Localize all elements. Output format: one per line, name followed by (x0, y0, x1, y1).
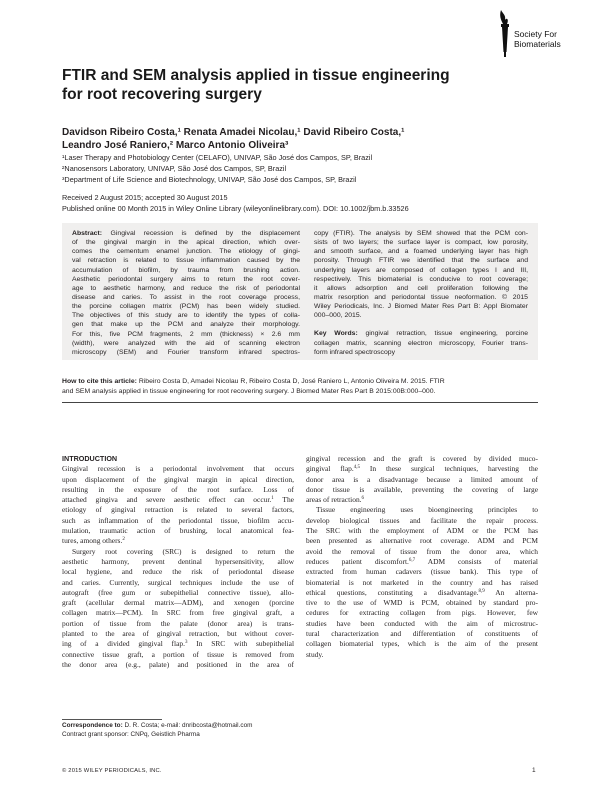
body-text: areas of retraction. (306, 495, 362, 505)
body-line (62, 536, 294, 546)
keywords-line: collagen matrix, scanning electron microscopy, Fourier trans- (314, 339, 528, 347)
received-accepted-date: Received 2 August 2015; accepted 30 August 2015 (62, 193, 228, 202)
grant-sponsor: Contract grant sponsor: CNPq, Geistlich Pharma (62, 730, 200, 738)
correspondence-text: D. R. Costa; e-mail: dnribcosta@hotmail.com (124, 722, 253, 729)
body-line: avoid the removal of tissue from the donor area, which (306, 546, 538, 556)
keywords-label: Key Words: (314, 330, 358, 338)
body-text: gingival flap. (306, 464, 354, 474)
cite-line-2: and SEM analysis applied in tissue engineering for root recovering surgery. J Biomed Mater Res Part B 2015:00B:000–000. (62, 387, 436, 395)
abstract-line: and smooth surface, and a foamed underlying layer has high (314, 248, 528, 256)
affiliation-2: ²Nanosensors Laboratory, UNIVAP, São José dos Campos, SP, Brazil (62, 164, 287, 173)
citation-ref: 2 (122, 537, 125, 543)
affiliation-3: ³Department of Life Science and Biotechnology, UNIVAP, São José dos Campos, SP, Brazil (62, 175, 357, 184)
body-line (306, 464, 538, 474)
body-line: connective tissue graft, a portion of tissue is removed from (62, 649, 294, 659)
body-line: been presented as alternative root coverage. ADM and PCM (306, 536, 538, 546)
body-text: In SRC with subepithelial (196, 639, 294, 649)
body-line: tural characterization and differentiation of constituents of (306, 629, 538, 639)
abstract-right-column (314, 229, 528, 357)
section-heading-introduction: INTRODUCTION (62, 454, 118, 463)
body-line: tive to the use of WMD is PCM, obtained by standard pro- (306, 598, 538, 608)
body-line (62, 639, 294, 649)
body-line: aesthetic harmony, prevent dentinal hypersensitivity, allow (62, 556, 294, 566)
keywords-text: gingival retraction, tissue engineering, porcine (365, 330, 528, 338)
abstract-line: accumulation of biofilm, by trauma from brushing action. (72, 266, 300, 274)
citation-ref: 8,9 (478, 588, 485, 594)
body-text: ADM consists of material (427, 556, 538, 566)
body-line: and caries. Currently, surgical techniques include the use of (62, 577, 294, 587)
cite-line-1: Ribeiro Costa D, Amadei Nicolau R, Ribeiro Costa D, José Raniero L, Antonio Oliveira M. 2015. FTIR (138, 378, 445, 385)
body-line (306, 495, 538, 505)
body-line: the donor area (e.g., palate) and positioned in the area of (62, 659, 294, 669)
body-line: The SRC with the employment of ADM or the PCM has (306, 526, 538, 536)
body-text: In these surgical techniques, harvesting the (369, 464, 538, 474)
abstract-line: copy (FTIR). The analysis by SEM showed that the PCM con- (314, 230, 528, 237)
page-number: 1 (532, 767, 536, 774)
body-text: tures, among others. (62, 536, 123, 546)
body-line (62, 475, 294, 485)
how-to-cite (62, 377, 538, 396)
body-line: study. (306, 649, 324, 659)
footnotes (62, 722, 252, 740)
published-online-doi: Published online 00 Month 2015 in Wiley Online Library (wileyonlinelibrary.com). DOI: 10.1002/jbm.b.33526 (62, 203, 409, 213)
abstract-line: microscopy (SEM) and Fourier transform infrared spectros- (72, 348, 300, 356)
abstract-line: age to aesthetic harmony, and reduce the risk of periodontal (72, 284, 300, 292)
torch-icon (494, 8, 516, 58)
citation-ref: 6 (361, 496, 365, 502)
citation-ref: 3 (184, 640, 188, 646)
body-text: attached gingiva and severe aesthetic effect can occur. (62, 495, 272, 505)
body-text: reduces patient discomfort. (306, 556, 409, 566)
abstract-left-column (72, 229, 300, 357)
body-text: Gingival recession is a periodontal involvement that occurs (62, 464, 294, 474)
logo-line-2: Biomaterials (514, 38, 561, 49)
abstract-line: comes the cementum enamel junction. The etiology of gingi- (72, 248, 300, 256)
correspondence-label: Correspondence to: (62, 722, 123, 729)
body-line: extracted from human cadavers (tissue bank). This type of (306, 567, 538, 577)
abstract-line: the porcine collagen matrix (PCM) has been widely studied. (72, 303, 300, 311)
abstract-label: Abstract: (72, 230, 103, 237)
body-line: donor area is a disadvantage because a limited amount of (306, 474, 538, 484)
body-text: ing of a divided gingival flap. (62, 639, 185, 649)
abstract-line: matrix resorption and periodontal tissue neoformation. © 2015 (314, 293, 528, 301)
body-text: resulting in the exposure of the root surface. Loss of (62, 484, 294, 494)
abstract-line (72, 229, 300, 238)
abstract-line: val retraction is related to tissue inflammation caused by the (72, 257, 300, 265)
authors-line-1: Davidson Ribeiro Costa,¹ Renata Amadei Nicolau,¹ David Ribeiro Costa,¹ (62, 127, 405, 138)
body-line: local hygiene, and reduce the risk of periodontal disease (62, 567, 294, 577)
body-line: Tissue engineering uses bioengineering principles to (316, 505, 538, 515)
article-title (62, 66, 502, 104)
logo-text (514, 30, 561, 49)
body-line: studies have been conducted with the aim of microstruc- (306, 618, 538, 628)
abstract-line: gen that make up the PCM and analyze their morphology. (72, 321, 300, 329)
body-line: graft (acellular dermal matrix—ADM), and xenogen (porcine (62, 598, 294, 608)
authors-line-2: Leandro José Raniero,² Marco Antonio Oliveira³ (62, 140, 289, 151)
body-line (62, 495, 294, 505)
logo-line-1: Society For (514, 29, 557, 39)
keywords-line: form infrared spectroscopy (314, 348, 396, 356)
body-line (62, 464, 294, 474)
body-text: ethical questions, constituting a disadvantage. (306, 587, 479, 597)
footnote-divider (62, 719, 162, 720)
title-line-2: for root recovering surgery (62, 86, 262, 103)
body-line (62, 485, 294, 495)
body-line: portion of tissue from the palate (donor area) is trans- (62, 618, 294, 628)
abstract-line: Aesthetic periodontal surgery aims to return the root cover- (72, 275, 300, 283)
body-line (306, 588, 538, 598)
abstract-box (62, 223, 538, 360)
copyright-notice: © 2015 WILEY PERIODICALS, INC. (62, 768, 162, 774)
body-line (306, 557, 538, 567)
body-line: such as inflammation of the periodontal tissue, biofilm accu- (62, 515, 294, 525)
publication-dates (62, 193, 409, 214)
abstract-line: underlying layers are composed of collagen types I and III, (314, 266, 528, 274)
abstract-line: it allows adsorption and cell proliferation following the (314, 284, 528, 292)
body-line: donor tissue is available, preventing the covering of large (306, 484, 538, 494)
body-line: etiology of gingival retraction is related to several factors, (62, 505, 294, 515)
abstract-line: sists of two layers; the surface layer is compact, low porosity, (314, 239, 528, 247)
body-text: The (282, 495, 294, 505)
author-list (62, 126, 542, 152)
abstract-line: porosity. Through FTIR we identified that the surface and (314, 257, 528, 265)
cite-label: How to cite this article: (62, 378, 137, 385)
body-line: collagen biomaterial types, which is the aim of the present (306, 639, 538, 649)
abstract-line: For this, five PCM fragments, 2 mm (thickness) × 2.6 mm (72, 330, 300, 338)
abstract-text: Gingival recession is defined by the displacement (110, 230, 300, 237)
body-line: cedures for extracting collagen from pigs. However, few (306, 608, 538, 618)
citation-ref: 4,5 (353, 465, 360, 471)
abstract-line: respectively. This biomaterial is conducive to root coverage; (314, 275, 528, 283)
body-line: develop biological tissues and facilitate the repair process. (306, 515, 538, 525)
affiliations (62, 152, 372, 185)
body-right-column (306, 454, 538, 660)
body-line: gingival recession and the graft is covered by divided muco- (306, 454, 538, 463)
abstract-line: The objectives of this study are to identify the types of colla- (72, 312, 300, 320)
body-line: collagen matrix—PCM). In SRC from free gingival graft, a (62, 608, 294, 618)
citation-ref: 1 (271, 496, 274, 502)
abstract-line: Wiley Periodicals, Inc. J Biomed Mater Res Part B: Appl Biomater (314, 303, 528, 311)
abstract-line: disease and caries. To assist in the root coverage process, (72, 293, 300, 301)
abstract-line: of the gingival margin in the apical direction, which over- (72, 239, 300, 247)
abstract-line: 000–000, 2015. (314, 312, 362, 320)
body-line: mulation, traumatic action of brushing, local anatomical fea- (62, 526, 294, 536)
keywords-line (314, 329, 528, 338)
citation-ref: 6,7 (408, 557, 416, 563)
body-text: upon displacement of the gingival margin in apical direction, (62, 474, 294, 484)
body-line: autograft (free gum or subepithelial connective tissue), allo- (62, 587, 294, 597)
abstract-line: (width), were analyzed with the aid of scanning electron (72, 339, 300, 347)
society-for-biomaterials-logo (494, 8, 584, 62)
body-left-column (62, 454, 294, 670)
body-line: Surgery root covering (SRC) is designed to return the (72, 546, 294, 556)
body-line: biomaterial is not marketed in the country and has raised (306, 577, 538, 587)
body-line: planted to the area of gingival retraction, but without cover- (62, 629, 294, 639)
section-divider (62, 402, 538, 403)
body-text: An alterna- (495, 587, 538, 597)
affiliation-1: ¹Laser Therapy and Photobiology Center (CELAFO), UNIVAP, São José dos Campos, SP, Brazil (62, 153, 373, 162)
title-line-1: FTIR and SEM analysis applied in tissue engineering (62, 67, 450, 84)
